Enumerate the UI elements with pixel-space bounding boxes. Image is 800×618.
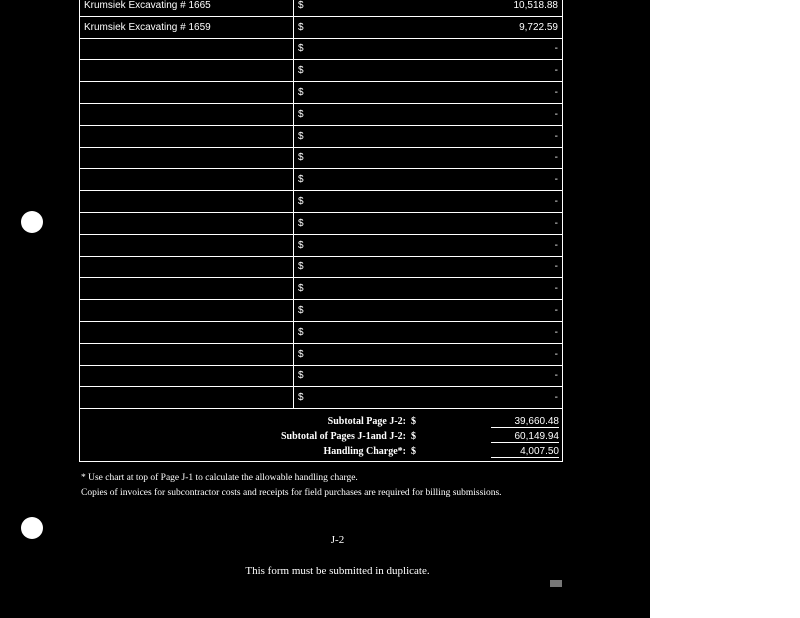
row-amount: - [310, 234, 563, 256]
currency-symbol: $ [294, 387, 311, 409]
row-amount: 10,518.88 [310, 0, 563, 16]
currency-symbol: $ [294, 191, 311, 213]
row-description [80, 169, 294, 191]
row-description [80, 212, 294, 234]
table-row [80, 60, 563, 82]
binder-hole-bottom [21, 517, 43, 539]
row-description [80, 234, 294, 256]
row-description [80, 278, 294, 300]
table-row [80, 82, 563, 104]
row-description [80, 125, 294, 147]
table-row [80, 169, 563, 191]
row-amount: - [310, 82, 563, 104]
row-description [80, 365, 294, 387]
table-row [80, 103, 563, 125]
row-description [80, 343, 294, 365]
table-row [80, 234, 563, 256]
currency-symbol: $ [294, 169, 311, 191]
subtotal-row [80, 431, 564, 446]
row-description [80, 256, 294, 278]
table-row [80, 300, 563, 322]
cost-table [79, 0, 563, 409]
row-amount: - [310, 147, 563, 169]
currency-symbol: $ [411, 446, 416, 457]
handling-note: * Use chart at top of Page J-1 to calculate the allowable handling charge. [81, 473, 358, 483]
currency-symbol: $ [294, 212, 311, 234]
row-amount: - [310, 321, 563, 343]
row-description: Krumsiek Excavating # 1665 [80, 0, 294, 16]
table-row [80, 16, 563, 38]
currency-symbol: $ [294, 256, 311, 278]
row-amount: - [310, 365, 563, 387]
table-row [80, 343, 563, 365]
scan-mark [550, 580, 562, 587]
subtotals-box [79, 408, 563, 462]
currency-symbol: $ [294, 16, 311, 38]
currency-symbol: $ [411, 431, 416, 442]
row-amount: - [310, 60, 563, 82]
handling-charge-row [80, 446, 564, 461]
row-description [80, 82, 294, 104]
currency-symbol: $ [294, 147, 311, 169]
row-amount: - [310, 38, 563, 60]
table-row [80, 147, 563, 169]
row-amount: - [310, 191, 563, 213]
row-description [80, 38, 294, 60]
row-amount: - [310, 343, 563, 365]
row-amount: - [310, 212, 563, 234]
row-description [80, 191, 294, 213]
subtotal-label: Subtotal of Pages J-1and J-2: [280, 431, 406, 442]
row-description [80, 147, 294, 169]
currency-symbol: $ [294, 234, 311, 256]
row-description: Krumsiek Excavating # 1659 [80, 16, 294, 38]
row-description [80, 321, 294, 343]
row-amount: - [310, 125, 563, 147]
row-description [80, 387, 294, 409]
table-row [80, 365, 563, 387]
invoices-note: Copies of invoices for subcontractor costs and receipts for field purchases are required for billing submissions. [81, 488, 502, 498]
subtotal-label: Subtotal Page J-2: [327, 416, 406, 427]
row-amount: - [310, 387, 563, 409]
table-row [80, 125, 563, 147]
currency-symbol: $ [294, 300, 311, 322]
currency-symbol: $ [294, 343, 311, 365]
table-row [80, 38, 563, 60]
page-number: J-2 [330, 534, 345, 546]
row-amount: - [310, 256, 563, 278]
row-description [80, 60, 294, 82]
row-description [80, 300, 294, 322]
currency-symbol: $ [411, 416, 416, 427]
currency-symbol: $ [294, 38, 311, 60]
table-row [80, 278, 563, 300]
row-amount: - [310, 169, 563, 191]
currency-symbol: $ [294, 365, 311, 387]
subtotal-value: 39,660.48 [491, 416, 559, 428]
currency-symbol: $ [294, 103, 311, 125]
binder-hole-top [21, 211, 43, 233]
handling-charge-value: 4,007.50 [491, 446, 559, 458]
row-amount: - [310, 278, 563, 300]
row-description [80, 103, 294, 125]
table-row [80, 0, 563, 16]
table-row [80, 321, 563, 343]
table-row [80, 212, 563, 234]
table-row [80, 256, 563, 278]
row-amount: 9,722.59 [310, 16, 563, 38]
currency-symbol: $ [294, 125, 311, 147]
currency-symbol: $ [294, 278, 311, 300]
row-amount: - [310, 103, 563, 125]
currency-symbol: $ [294, 321, 311, 343]
subtotal-row [80, 416, 564, 431]
currency-symbol: $ [294, 0, 311, 16]
row-amount: - [310, 300, 563, 322]
currency-symbol: $ [294, 60, 311, 82]
subtotal-value: 60,149.94 [491, 431, 559, 443]
table-row [80, 191, 563, 213]
handling-charge-label: Handling Charge*: [323, 446, 406, 457]
table-row [80, 387, 563, 409]
currency-symbol: $ [294, 82, 311, 104]
footer-note: This form must be submitted in duplicate. [245, 565, 430, 577]
